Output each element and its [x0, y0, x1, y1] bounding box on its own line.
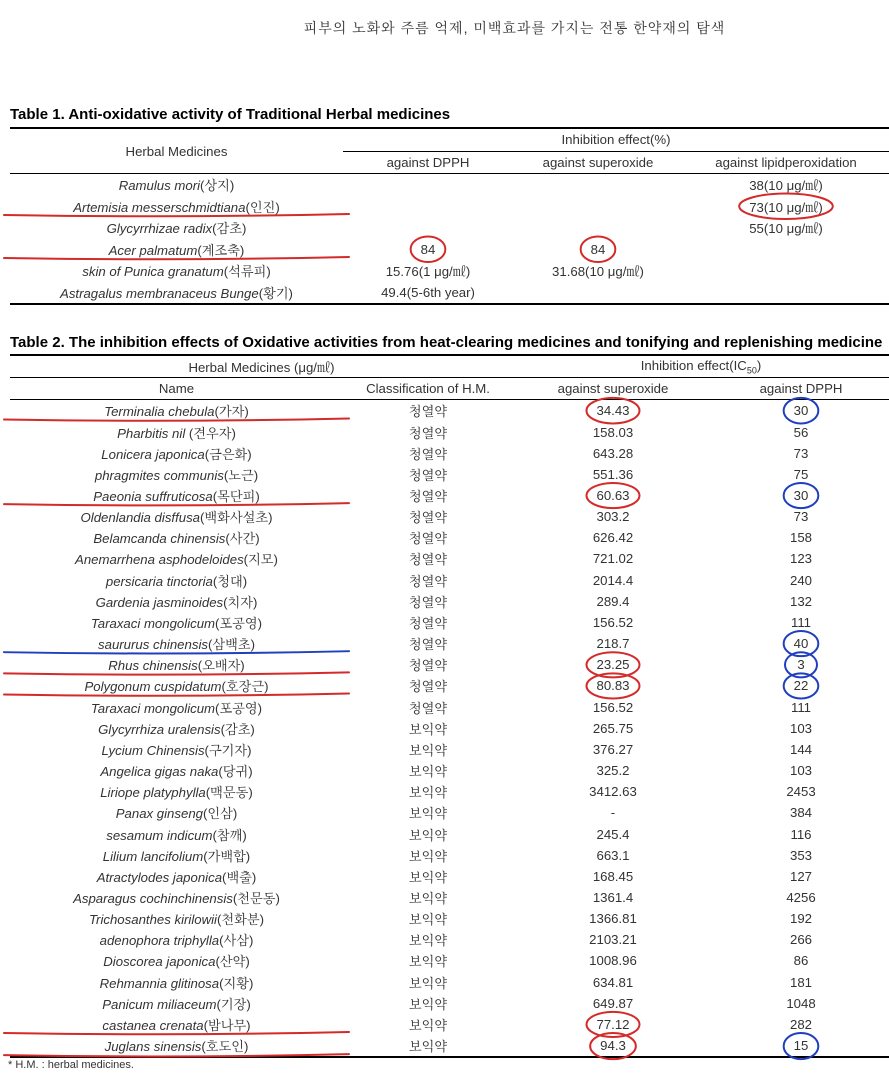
superoxide-value: 158.03	[592, 424, 634, 440]
herb-name	[10, 612, 343, 633]
table2-row	[10, 485, 889, 506]
herb-name	[10, 802, 343, 823]
herb-korean-name: (상지)	[200, 178, 235, 194]
table2-row	[10, 506, 889, 527]
table1-col-group: Inhibition effect(%)	[561, 132, 671, 148]
herb-latin-name: Taraxaci mongolicum	[90, 700, 216, 716]
superoxide-value: 1008.96	[589, 953, 637, 969]
herb-name	[10, 421, 343, 442]
table2-group-inhibition-prefix: Inhibition effect(IC	[640, 357, 747, 373]
classification: 청열약	[408, 446, 448, 462]
superoxide-value: 80.83	[596, 678, 630, 694]
herb-name	[10, 654, 343, 675]
dpph-value: 73	[793, 445, 809, 461]
table1-row	[10, 239, 889, 261]
superoxide-value: 84	[590, 241, 606, 257]
dpph-value: 111	[790, 699, 812, 715]
classification: 보익약	[408, 806, 448, 822]
classification: 청열약	[408, 531, 448, 547]
herb-latin-name: Rehmannia glitinosa	[99, 975, 220, 991]
herb-korean-name: (목단피)	[212, 489, 260, 505]
classification: 청열약	[408, 489, 448, 505]
superoxide-value: 325.2	[596, 763, 630, 779]
herb-korean-name: (사삼)	[219, 933, 254, 949]
herb-name	[10, 548, 343, 569]
herb-latin-name: Terminalia chebula	[104, 404, 215, 420]
superoxide-value: 1366.81	[589, 911, 637, 927]
table2-row	[10, 802, 889, 823]
herb-latin-name: Ramulus mori	[118, 178, 201, 194]
table1-row	[10, 260, 889, 282]
classification: 보익약	[408, 721, 448, 737]
herb-name	[10, 718, 343, 739]
classification: 청열약	[408, 404, 448, 420]
dpph-value: 3	[797, 657, 805, 673]
table2-group-inhibition-suffix: )	[756, 357, 762, 373]
classification: 청열약	[408, 510, 448, 526]
lipid-value: 55(10 μg/㎖)	[749, 221, 823, 237]
superoxide-value: 94.3	[600, 1038, 626, 1054]
table2-row	[10, 548, 889, 569]
dpph-value: 56	[793, 424, 809, 440]
table2-row	[10, 887, 889, 908]
table1-row-header: Herbal Medicines	[10, 128, 343, 174]
classification: 보익약	[408, 869, 448, 885]
herb-latin-name: Acer palmatum	[108, 242, 198, 258]
herb-korean-name: (석류피)	[223, 264, 271, 280]
dpph-value	[343, 196, 513, 218]
running-header: 피부의 노화와 주름 억제, 미백효과를 가지는 전통 한약재의 탐색	[303, 20, 726, 36]
herb-latin-name: Rhus chinensis	[108, 658, 198, 674]
dpph-value: 86	[793, 953, 809, 969]
classification: 청열약	[408, 615, 448, 631]
dpph-value: 123	[789, 551, 812, 567]
footnote: * H.M. : herbal medicines.	[8, 1059, 134, 1071]
herb-name	[10, 760, 343, 781]
superoxide-value: 2103.21	[589, 932, 637, 948]
table2-row	[10, 570, 889, 591]
herb-name	[10, 950, 343, 971]
dpph-value: 127	[789, 868, 812, 884]
table2-row	[10, 950, 889, 971]
table1-header-row-1	[10, 128, 889, 151]
classification: 청열약	[408, 573, 448, 589]
table2-caption: Table 2. The inhibition effects of Oxidative activities from heat-clearing medicines and tonifying and replenishing medicine	[10, 334, 883, 351]
superoxide-value: -	[610, 805, 616, 821]
superoxide-value: 2014.4	[592, 572, 634, 588]
classification: 보익약	[408, 975, 448, 991]
classification: 보익약	[408, 1039, 448, 1055]
herb-latin-name: Polygonum cuspidatum	[84, 679, 222, 695]
herb-latin-name: persicaria tinctoria	[105, 573, 213, 589]
superoxide-value: 218.7	[596, 636, 630, 652]
superoxide-value: 626.42	[592, 530, 634, 546]
herb-korean-name: (가자)	[214, 404, 249, 420]
table2-row	[10, 866, 889, 887]
dpph-value: 111	[790, 614, 812, 630]
superoxide-value: 634.81	[592, 974, 634, 990]
herb-korean-name: (황기)	[258, 285, 293, 301]
table2-row	[10, 739, 889, 760]
herb-korean-name: (호도인)	[201, 1039, 249, 1055]
herb-korean-name: (금은화)	[204, 446, 252, 462]
herb-latin-name: Panicum miliaceum	[102, 996, 217, 1012]
superoxide-value	[513, 196, 683, 218]
herb-latin-name: Artemisia messerschmidtiana	[73, 199, 246, 215]
dpph-value: 73	[793, 509, 809, 525]
herb-latin-name: Lonicera japonica	[101, 446, 205, 462]
herb-latin-name: sesamum indicum	[106, 827, 213, 843]
classification: 청열약	[408, 637, 448, 653]
herb-name	[10, 908, 343, 929]
classification: 보익약	[408, 996, 448, 1012]
herb-latin-name: Glycyrrhizae radix	[106, 221, 213, 237]
dpph-value: 2453	[786, 784, 816, 800]
herb-latin-name: Belamcanda chinensis	[93, 531, 226, 547]
superoxide-value: 289.4	[596, 593, 630, 609]
dpph-value: 30	[793, 488, 809, 504]
superoxide-value: 1361.4	[592, 889, 634, 905]
herb-latin-name: Lycium Chinensis	[101, 742, 205, 758]
superoxide-value: 60.63	[596, 488, 630, 504]
herb-name	[10, 196, 343, 218]
table2-row	[10, 697, 889, 718]
superoxide-value: 303.2	[596, 509, 630, 525]
table2-row	[10, 443, 889, 464]
table1	[10, 127, 889, 305]
herb-latin-name: Lilium lancifolium	[102, 848, 204, 864]
herb-latin-name: Asparagus cochinchinensis	[73, 890, 233, 906]
table1-row	[10, 174, 889, 196]
table2-row	[10, 760, 889, 781]
dpph-value: 103	[789, 720, 812, 736]
herb-name	[10, 239, 343, 261]
classification: 보익약	[408, 1017, 448, 1033]
dpph-value: 116	[790, 826, 812, 842]
superoxide-value: 77.12	[596, 1016, 630, 1032]
table1-body	[10, 174, 889, 305]
lipid-value: 38(10 μg/㎖)	[749, 178, 823, 194]
herb-name	[10, 174, 343, 196]
table1-col-dpph: against DPPH	[343, 151, 513, 174]
classification: 보익약	[408, 827, 448, 843]
herb-name	[10, 866, 343, 887]
table2-row	[10, 1035, 889, 1057]
herb-korean-name: (오배자)	[197, 658, 245, 674]
herb-latin-name: Dioscorea japonica	[103, 954, 216, 970]
superoxide-value	[513, 217, 683, 239]
herb-korean-name: (인진)	[245, 199, 280, 215]
lipid-value	[683, 239, 889, 261]
superoxide-value: 156.52	[592, 614, 634, 630]
herb-korean-name: (청대)	[212, 573, 248, 589]
superoxide-value: 265.75	[592, 720, 634, 736]
table2-row	[10, 781, 889, 802]
herb-korean-name: (천화분)	[217, 912, 265, 928]
classification: 청열약	[408, 594, 448, 610]
herb-korean-name: (호장근)	[221, 679, 269, 695]
dpph-value: 240	[789, 572, 812, 588]
herb-latin-name: Gardenia jasminoides	[95, 594, 224, 610]
herb-latin-name: Liriope platyphylla	[100, 785, 206, 801]
classification: 보익약	[408, 912, 448, 928]
classification: 보익약	[408, 764, 448, 780]
table2-header-row-2	[10, 378, 889, 400]
herb-korean-name: (인삼)	[203, 806, 238, 822]
lipid-value	[683, 260, 889, 282]
superoxide-value: 23.25	[596, 657, 630, 673]
herb-korean-name: (지황)	[219, 975, 254, 991]
herb-name	[10, 1014, 343, 1035]
table2-col-name: Name	[10, 378, 343, 400]
herb-korean-name: (노근)	[223, 467, 259, 483]
classification: 보익약	[408, 954, 448, 970]
classification: 보익약	[408, 742, 448, 758]
herb-name	[10, 217, 343, 239]
dpph-value: 15	[793, 1038, 809, 1054]
herb-korean-name: (천문동)	[232, 890, 280, 906]
table1-caption: Table 1. Anti-oxidative activity of Traditional Herbal medicines	[10, 106, 451, 123]
herb-latin-name: Paeonia suffruticosa	[93, 489, 213, 505]
herb-name	[10, 993, 343, 1014]
herb-korean-name: (참깨)	[212, 827, 247, 843]
table2-row	[10, 654, 889, 675]
herb-korean-name: (밤나무)	[203, 1017, 251, 1033]
dpph-value: 282	[789, 1016, 812, 1032]
table2-row	[10, 464, 889, 485]
classification: 청열약	[408, 425, 448, 441]
dpph-value: 158	[789, 530, 812, 546]
superoxide-value: 649.87	[592, 995, 634, 1011]
herb-latin-name: castanea crenata	[102, 1017, 204, 1033]
dpph-value: 49.4(5-6th year)	[381, 284, 475, 300]
table2-row	[10, 400, 889, 422]
table2-row	[10, 908, 889, 929]
herb-korean-name: (기장)	[216, 996, 251, 1012]
table2	[10, 354, 889, 1058]
herb-korean-name: (삼백초)	[207, 637, 255, 653]
superoxide-value: 721.02	[592, 551, 634, 567]
herb-name	[10, 845, 343, 866]
table1-col-superoxide: against superoxide	[513, 151, 683, 174]
table2-row	[10, 612, 889, 633]
herb-latin-name: Anemarrhena asphodeloides	[75, 552, 244, 568]
herb-name	[10, 781, 343, 802]
dpph-value: 192	[789, 911, 812, 927]
table2-row	[10, 823, 889, 844]
superoxide-value	[513, 282, 683, 305]
herb-latin-name: Angelica gigas naka	[100, 764, 219, 780]
classification: 보익약	[408, 785, 448, 801]
herb-korean-name: (계조축)	[197, 242, 245, 258]
herb-latin-name: Atractylodes japonica	[96, 869, 223, 885]
herb-latin-name: Trichosanthes kirilowii	[88, 912, 217, 928]
superoxide-value: 3412.63	[589, 784, 637, 800]
superoxide-value: 245.4	[596, 826, 630, 842]
superoxide-value: 663.1	[596, 847, 630, 863]
herb-korean-name: (사간)	[225, 531, 260, 547]
table2-header-row-1	[10, 355, 889, 378]
dpph-value: 40	[793, 636, 809, 652]
herb-latin-name: saururus chinensis	[98, 637, 208, 653]
herb-latin-name: skin of Punica granatum	[82, 264, 224, 280]
superoxide-value: 376.27	[592, 741, 634, 757]
dpph-value: 353	[789, 847, 812, 863]
dpph-value: 4256	[786, 889, 816, 905]
dpph-value: 15.76(1 μg/㎖)	[385, 264, 471, 280]
classification: 보익약	[408, 848, 448, 864]
classification: 보익약	[408, 890, 448, 906]
herb-latin-name: Pharbitis nil	[117, 425, 186, 441]
lipid-value	[683, 282, 889, 305]
herb-korean-name: (백출)	[222, 869, 257, 885]
classification: 청열약	[408, 552, 448, 568]
herb-name	[10, 739, 343, 760]
herb-latin-name: Glycyrrhiza uralensis	[98, 721, 221, 737]
dpph-value: 1048	[786, 995, 816, 1011]
classification: 청열약	[408, 658, 448, 674]
superoxide-value: 168.45	[592, 868, 634, 884]
herb-name	[10, 1035, 343, 1057]
herb-korean-name: (당귀)	[218, 764, 253, 780]
table2-row	[10, 718, 889, 739]
herb-name	[10, 697, 343, 718]
dpph-value: 103	[789, 763, 812, 779]
herb-name	[10, 887, 343, 908]
herb-name	[10, 591, 343, 612]
herb-korean-name: (가백합)	[203, 848, 251, 864]
table1-col-lipid: against lipidperoxidation	[683, 151, 889, 174]
table2-group-herbal: Herbal Medicines (μg/㎖)	[10, 355, 513, 378]
herb-latin-name: Juglans sinensis	[104, 1039, 202, 1055]
herb-latin-name: Panax ginseng	[115, 806, 203, 822]
table2-body	[10, 400, 889, 1057]
herb-name	[10, 443, 343, 464]
table2-col-dpph: against DPPH	[713, 378, 889, 400]
herb-korean-name: (구기자)	[204, 742, 252, 758]
table1-row	[10, 282, 889, 305]
herb-latin-name: Astragalus membranaceus Bunge	[60, 285, 259, 301]
table2-row	[10, 929, 889, 950]
table2-row	[10, 972, 889, 993]
herb-name	[10, 282, 343, 305]
dpph-value	[343, 174, 513, 196]
superoxide-value: 31.68(10 μg/㎖)	[552, 264, 644, 280]
superoxide-value: 643.28	[592, 445, 634, 461]
herb-name	[10, 527, 343, 548]
herb-korean-name: (산약)	[215, 954, 250, 970]
dpph-value: 84	[420, 241, 436, 257]
herb-name	[10, 675, 343, 696]
herb-name	[10, 485, 343, 506]
table2-group-inhibition-sub: 50	[746, 365, 757, 376]
herb-korean-name: (감초)	[212, 221, 247, 237]
herb-name	[10, 823, 343, 844]
herb-name	[10, 929, 343, 950]
table2-group-inhibition	[513, 355, 889, 378]
herb-korean-name: (맥문동)	[205, 785, 253, 801]
table1-row	[10, 217, 889, 239]
lipid-value: 73(10 μg/㎖)	[749, 199, 823, 215]
herb-latin-name: adenophora triphylla	[99, 933, 220, 949]
superoxide-value: 34.43	[596, 403, 630, 419]
table2-row	[10, 1014, 889, 1035]
herb-name	[10, 570, 343, 591]
dpph-value: 384	[789, 805, 812, 821]
dpph-value: 75	[793, 466, 809, 482]
classification: 청열약	[408, 679, 448, 695]
herb-name	[10, 633, 343, 654]
dpph-value: 266	[789, 932, 812, 948]
table2-row	[10, 591, 889, 612]
herb-korean-name: (백화사설초)	[200, 510, 273, 526]
herb-name	[10, 506, 343, 527]
classification: 청열약	[408, 467, 448, 483]
dpph-value: 30	[793, 403, 809, 419]
table2-row	[10, 993, 889, 1014]
herb-name	[10, 400, 343, 422]
classification: 보익약	[408, 933, 448, 949]
herb-korean-name: (치자)	[223, 594, 258, 610]
herb-korean-name: (포공영)	[215, 700, 263, 716]
table2-col-classification: Classification of H.M.	[343, 378, 513, 400]
herb-name	[10, 972, 343, 993]
herb-latin-name: Oldenlandia disffusa	[80, 510, 200, 526]
dpph-value: 181	[789, 974, 812, 990]
herb-name	[10, 260, 343, 282]
herb-latin-name: Taraxaci mongolicum	[90, 615, 216, 631]
superoxide-value: 551.36	[592, 466, 634, 482]
superoxide-value: 156.52	[592, 699, 634, 715]
table1-row	[10, 196, 889, 218]
dpph-value: 132	[789, 593, 812, 609]
table2-col-superoxide: against superoxide	[513, 378, 713, 400]
herb-name	[10, 464, 343, 485]
dpph-value: 144	[789, 741, 812, 757]
herb-korean-name: (포공영)	[215, 615, 263, 631]
table2-row	[10, 675, 889, 696]
superoxide-value	[513, 174, 683, 196]
dpph-value	[343, 217, 513, 239]
herb-korean-name: (견우자)	[185, 425, 236, 441]
herb-latin-name: phragmites communis	[94, 467, 224, 483]
table2-row	[10, 633, 889, 654]
table2-row	[10, 845, 889, 866]
table2-row	[10, 527, 889, 548]
herb-korean-name: (지모)	[243, 552, 278, 568]
herb-korean-name: (감초)	[220, 721, 255, 737]
dpph-value: 22	[793, 678, 809, 694]
classification: 청열약	[408, 700, 448, 716]
table2-row	[10, 421, 889, 442]
